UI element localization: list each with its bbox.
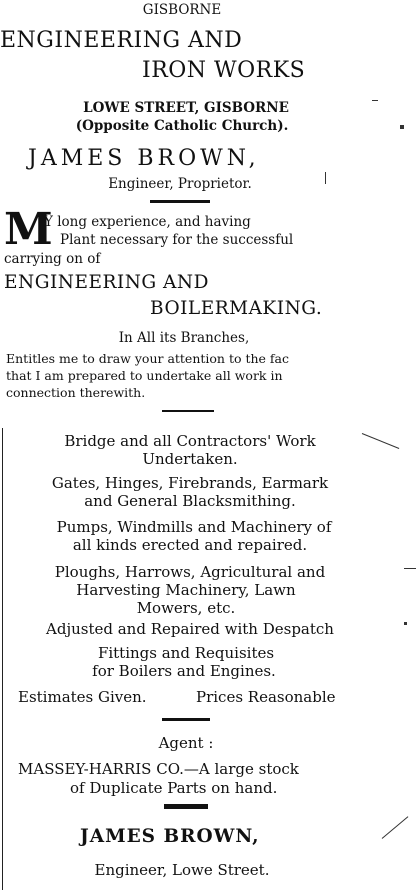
service-pumps-1: Pumps, Windmills and Machinery of <box>56 518 332 536</box>
entitles-line-2: that I am prepared to undertake all work in <box>6 368 283 383</box>
service-bridge-2: Undertaken. <box>142 450 238 468</box>
street-address: LOWE STREET, GISBORNE <box>83 100 289 116</box>
service-bridge-1: Bridge and all Contractors' Work <box>64 432 316 450</box>
service-adjusted: Adjusted and Repaired with Despatch <box>46 620 334 638</box>
trade-line-2: BOILERMAKING. <box>150 298 323 319</box>
print-speck <box>404 622 407 625</box>
divider-rule <box>162 718 210 721</box>
print-streak <box>382 816 409 839</box>
service-gates-1: Gates, Hinges, Firebrands, Earmark <box>51 474 329 492</box>
service-ploughs-3: Mowers, etc. <box>136 599 236 617</box>
agent-line-2: of Duplicate Parts on hand. <box>70 779 278 797</box>
service-fittings-1: Fittings and Requisites <box>97 644 275 662</box>
intro-line-3: carrying on of <box>4 251 101 267</box>
print-speck <box>404 568 416 569</box>
divider-rule <box>150 200 210 203</box>
entitles-line-3: connection therewith. <box>6 385 146 400</box>
estimates-given: Estimates Given. <box>18 688 147 706</box>
place-name: GISBORNE <box>142 2 222 18</box>
service-ploughs-2: Harvesting Machinery, Lawn <box>76 581 296 599</box>
trade-line-1: ENGINEERING AND <box>4 272 209 293</box>
intro-line-1: Y long experience, and having <box>44 214 251 230</box>
agent-label: Agent : <box>158 734 214 752</box>
ornament-rule <box>164 804 208 809</box>
proprietor-name: JAMES BROWN, <box>28 146 260 171</box>
service-pumps-2: all kinds erected and repaired. <box>72 536 308 554</box>
headline-line-1: ENGINEERING AND <box>0 28 243 53</box>
print-speck <box>400 125 404 129</box>
service-ploughs-1: Ploughs, Harrows, Agricultural and <box>54 563 326 581</box>
opposite-note: (Opposite Catholic Church). <box>75 118 289 134</box>
prices-reasonable: Prices Reasonable <box>196 688 336 706</box>
print-speck <box>325 172 326 184</box>
service-gates-2: and General Blacksmithing. <box>84 492 296 510</box>
drop-cap: M <box>4 204 53 255</box>
proprietor-role: Engineer, Proprietor. <box>108 176 252 192</box>
intro-line-2: Plant necessary for the successful <box>60 232 294 248</box>
footer-address: Engineer, Lowe Street. <box>94 861 270 879</box>
print-speck <box>372 100 378 101</box>
footer-name: JAMES BROWN, <box>80 826 260 847</box>
branches-line: In All its Branches, <box>118 330 250 346</box>
divider-rule <box>162 410 214 412</box>
entitles-line-1: Entitles me to draw your attention to the fac <box>6 351 290 366</box>
headline-line-2: IRON WORKS <box>142 58 306 83</box>
service-fittings-2: for Boilers and Engines. <box>92 662 276 680</box>
agent-line-1: MASSEY-HARRIS CO.—A large stock <box>18 760 299 778</box>
